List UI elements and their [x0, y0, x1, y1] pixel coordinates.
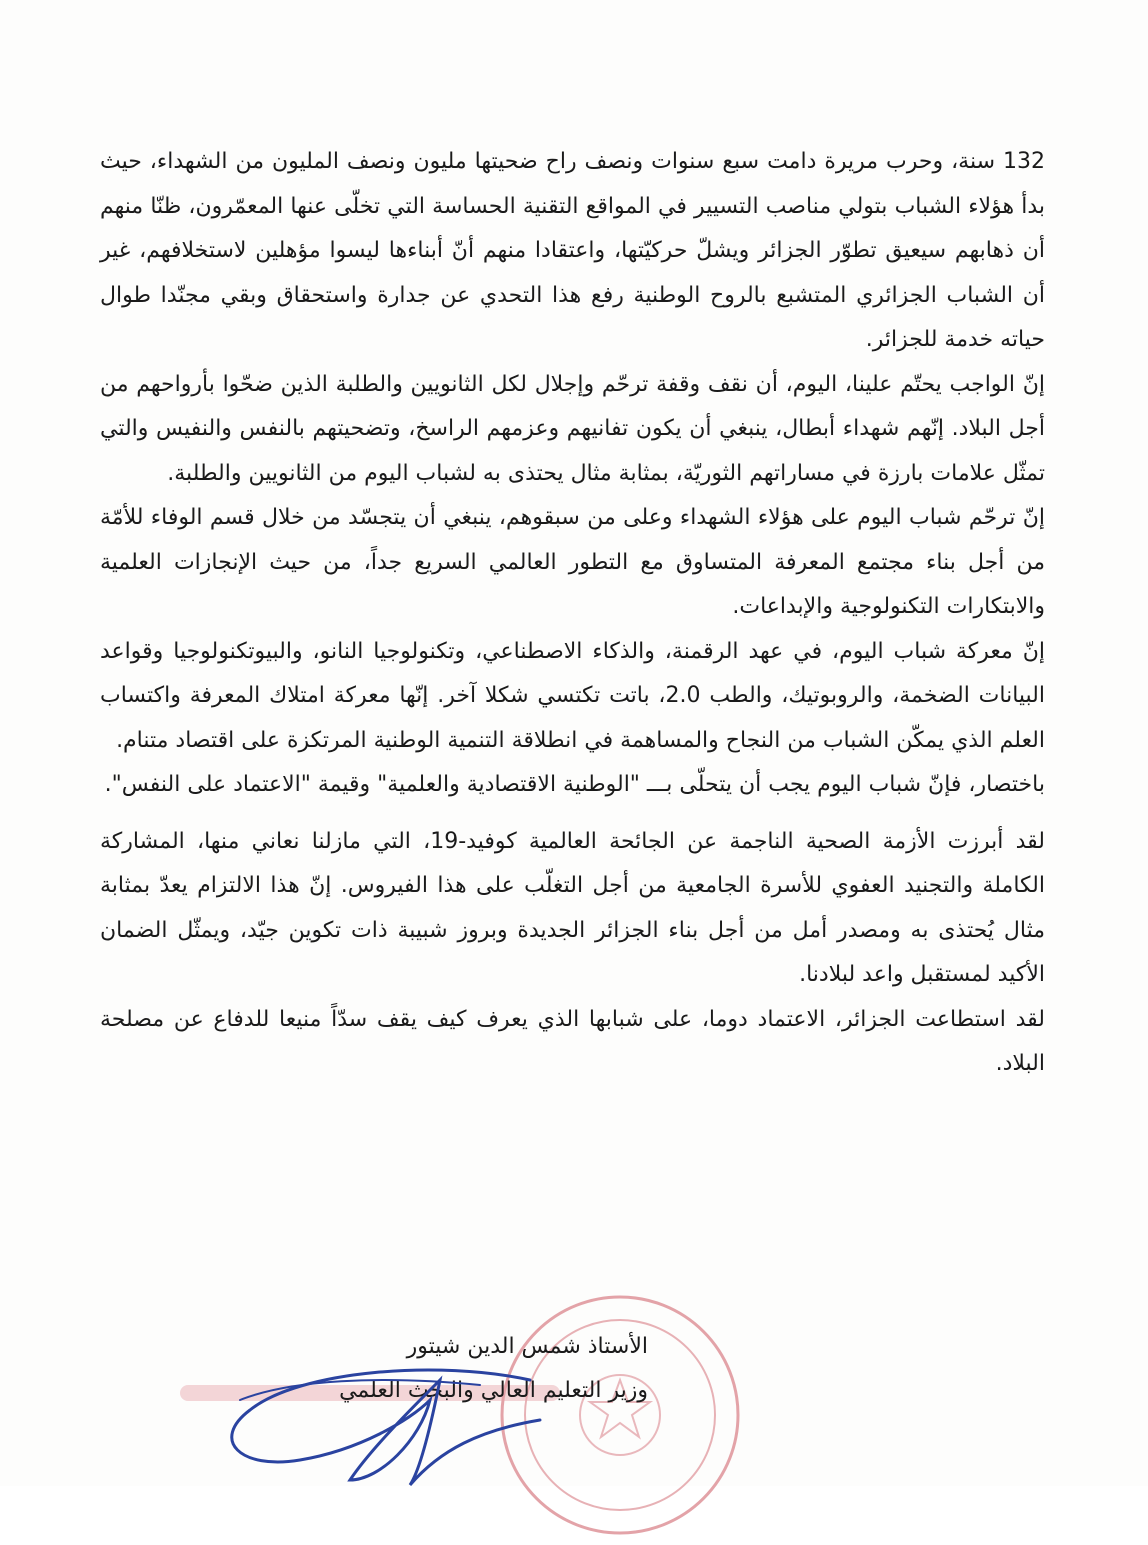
paragraph-7: لقد استطاعت الجزائر، الاعتماد دوما، على شبابها الذي يعرف كيف يقف سدّاً منيعا للدفاع عن مصلحة البلاد. — [100, 1006, 1045, 1076]
paragraph-6: لقد أبرزت الأزمة الصحية الناجمة عن الجائحة العالمية كوفيد-19، التي مازلنا نعاني منها، المشاركة الكاملة والتجنيد العفوي للأسرة الجامعية من أجل التغلّب على هذا الفيروس. إنّ هذا الالتزام يعدّ بمثابة مثال يُحتذى به ومصدر أمل من أجل بناء الجزائر الجديدة وبروز شبيبة ذات تكوين جيّد، ويمثّل الضمان الأكيد لمستقبل واعد لبلادنا. — [100, 828, 1045, 987]
signatory-name: الأستاذ شمس الدين شيتور — [406, 1334, 648, 1359]
document-body — [100, 140, 1045, 1087]
paragraph-2: إنّ الواجب يحتّم علينا، اليوم، أن نقف وقفة ترحّم وإجلال لكل الثانويين والطلبة الذين ضحّوا بأرواحهم من أجل البلاد. إنّهم شهداء أبطال، ينبغي أن يكون تفانيهم وعزمهم الراسخ، وتضحيتهم بالنفس والنفيس والتي تمثّل علامات بارزة في مساراتهم الثوريّة، بمثابة مثال يحتذى به لشباب اليوم من الثانويين والطلبة. — [100, 371, 1045, 486]
signatory-title: وزير التعليم العالي والبحث العلمي — [339, 1378, 648, 1403]
paragraph-4: إنّ معركة شباب اليوم، في عهد الرقمنة، والذكاء الاصطناعي، وتكنولوجيا النانو، والبيوتكنولوجيا وقواعد البيانات الضخمة، والروبوتيك، والطب 2.0، باتت تكتسي شكلا آخر. إنّها معركة امتلاك المعرفة واكتساب العلم الذي يمكّن الشباب من النجاح والمساهمة في انطلاقة التنمية الوطنية المرتكزة على اقتصاد متنام. — [100, 638, 1045, 753]
handwritten-signature-icon — [180, 1340, 560, 1490]
paragraph-1: 132 سنة، وحرب مريرة دامت سبع سنوات ونصف راح ضحيتها مليون ونصف المليون من الشهداء، حيث بدأ هؤلاء الشباب بتولي مناصب التسيير في المواقع التقنية الحساسة التي تخلّى عنها المعمّرون، ظنّا منهم أن ذهابهم سيعيق تطوّر الجزائر ويشلّ حركيّتها، واعتقادا منهم أنّ أبناءها ليسوا مؤهلين لاستخلافهم، غير أن الشباب الجزائري المتشبع بالروح الوطنية رفع هذا التحدي عن جدارة واستحقاق وبقي مجنّدا طوال حياته خدمة للجزائر. — [100, 149, 1045, 352]
paragraph-5: باختصار، فإنّ شباب اليوم يجب أن يتحلّى بـــ "الوطنية الاقتصادية والعلمية" وقيمة "الاعتماد على النفس". — [104, 772, 1045, 797]
paragraph-3: إنّ ترحّم شباب اليوم على هؤلاء الشهداء وعلى من سبقوهم، ينبغي أن يتجسّد من خلال قسم الوفاء للأمّة من أجل بناء مجتمع المعرفة المتساوق مع التطور العالمي السريع جداً، من حيث الإنجازات العلمية والابتكارات التكنولوجية والإبداعات. — [100, 505, 1045, 619]
